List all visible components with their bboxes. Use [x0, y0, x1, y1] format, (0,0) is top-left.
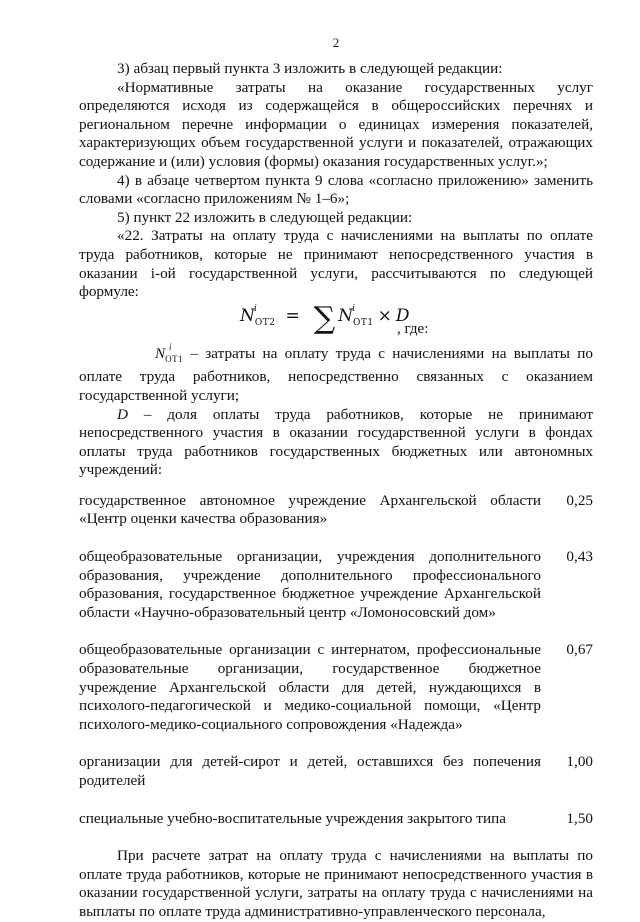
definition-n-ot1: N i $_{ОТ1}$ – затраты на оплату труда с начислениями на выплаты по оплате труда работников, непосредственно связанных с оказанием государственной услуги;	[79, 341, 593, 404]
formula-times: ×	[377, 305, 392, 326]
definition-n-symbol: N i $_{ОТ1}$	[155, 341, 184, 364]
formula-expression	[240, 300, 410, 336]
table-row-desc: государственное автономное учреждение Архангельской области «Центр оценки качества образования»	[79, 491, 541, 528]
table-row	[79, 753, 593, 790]
table-row-desc: организации для детей-сирот и детей, оставшихся без попечения родителей	[79, 753, 541, 789]
page-number: 2	[332, 35, 340, 50]
paragraph-final: При расчете затрат на оплату труда с начислениями на выплаты по оплате труда работников, которые не принимают непосредственного участия в оказании государственной услуги, затраты на оплату труда с начислениями на выплаты по оплате труда административно-управленческого персонала,	[79, 847, 593, 920]
paragraph-item-5: 5) пункт 22 изложить в следующей редакции:	[117, 208, 413, 226]
paragraph-quote-normative: «Нормативные затраты на оказание государственных услуг определяются исходя из содержащейся в общероссийских перечнях и региональном перечне информации о единицах измерения показателей, характеризующих объем государственной услуги и показателей, отражающих содержание и (или) условия (формы) оказания государственных услуг.»;	[79, 78, 593, 170]
formula-equals: =	[285, 305, 300, 326]
formula-lhs: N i $_{ОТ2}$	[240, 303, 276, 328]
table-row	[79, 492, 593, 529]
table-row	[79, 641, 593, 734]
table-row-value: 1,00	[566, 753, 593, 771]
formula-suffix: , где:	[397, 320, 429, 337]
paragraph-item-3: 3) абзац первый пункта 3 изложить в следующей редакции:	[117, 60, 503, 77]
table-row-value: 1,50	[566, 809, 593, 827]
table-row-value: 0,43	[566, 548, 593, 566]
table-row-value: 0,67	[566, 641, 593, 659]
paragraph-item-4: 4) в абзаце четвертом пункта 9 слова «согласно приложению» заменить словами «согласно приложениям № 1–6»;	[79, 171, 593, 208]
formula-d: D	[395, 305, 410, 326]
document-page	[79, 36, 593, 922]
table-row-value: 0,25	[566, 491, 593, 509]
formula-rhs: N i $_{ОТ1}$	[338, 303, 374, 328]
definition-d: D – доля оплаты труда работников, которые не принимают непосредственного участия в оказании государственной услуги в фондах оплаты труда работников государственных бюджетных или автономных учреждений:	[79, 405, 593, 479]
definition-d-symbol: D	[117, 405, 128, 423]
table-row-desc: общеобразовательные организации, учреждения дополнительного образования, учреждение дополнительного профессионального образования, государственное бюджетное учреждение Архангельской области «Научно-образовательный центр «Ломоносовский дом»	[79, 548, 541, 621]
paragraph-point-22: «22. Затраты на оплату труда с начислениями на выплаты по оплате труда работников, которые не принимают непосредственного участия в оказании i-ой государственной услуги, рассчитываются по следующей формуле:	[79, 227, 593, 301]
table-row	[79, 810, 593, 829]
share-table	[79, 492, 593, 828]
sum-symbol: ∑	[313, 300, 336, 336]
table-row-desc: общеобразовательные организации с интернатом, профессиональные образовательные организации, государственное бюджетное учреждение Архангельской области для детей, нуждающихся в психолого-педагогической и медико-социальной помощи, «Центр психолого-медико-социального сопровождения «Надежда»	[79, 641, 541, 733]
table-row	[79, 548, 593, 622]
table-row-desc: специальные учебно-воспитательные учреждения закрытого типа	[79, 809, 506, 827]
